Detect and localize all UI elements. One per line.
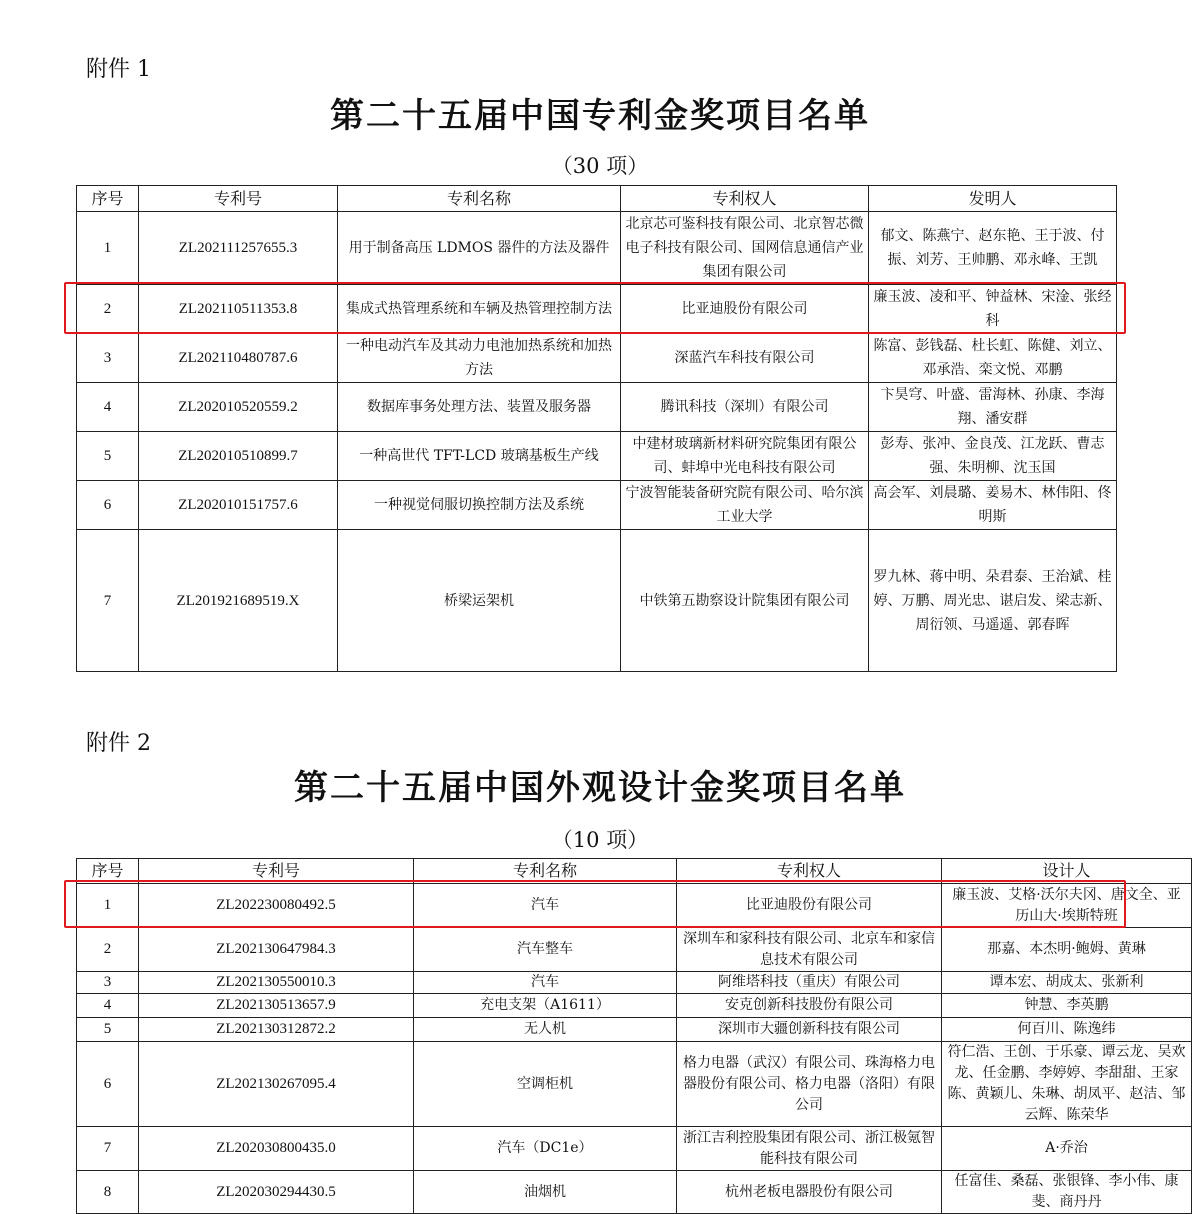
patent-number: ZL202010520559.2 bbox=[139, 383, 338, 432]
inventors: 郁文、陈燕宁、赵东艳、王于波、付振、刘芳、王帅鹏、邓永峰、王凯 bbox=[869, 212, 1117, 285]
patent-holder: 深圳市大疆创新科技有限公司 bbox=[677, 1018, 942, 1042]
patent-name: 汽车（DC1e） bbox=[414, 1127, 677, 1171]
patent-number: ZL202130647984.3 bbox=[139, 928, 414, 972]
column-header: 专利权人 bbox=[621, 186, 869, 212]
row-number: 6 bbox=[77, 1042, 139, 1127]
patent-holder: 深圳车和家科技有限公司、北京车和家信息技术有限公司 bbox=[677, 928, 942, 972]
row-number: 4 bbox=[77, 994, 139, 1018]
column-header: 设计人 bbox=[942, 859, 1192, 884]
patent-number: ZL202110480787.6 bbox=[139, 334, 338, 383]
patent-number: ZL202111257655.3 bbox=[139, 212, 338, 285]
patent-name: 汽车 bbox=[414, 884, 677, 928]
patent-name: 集成式热管理系统和车辆及热管理控制方法 bbox=[338, 285, 621, 334]
patent-number: ZL202030294430.5 bbox=[139, 1171, 414, 1214]
patent-number: ZL202230080492.5 bbox=[139, 884, 414, 928]
patent-name: 用于制备高压 LDMOS 器件的方法及器件 bbox=[338, 212, 621, 285]
inventors: 廉玉波、凌和平、钟益林、宋淦、张经科 bbox=[869, 285, 1117, 334]
column-header: 专利号 bbox=[139, 186, 338, 212]
attachment2-title: 第二十五届中国外观设计金奖项目名单 bbox=[294, 768, 906, 808]
row-number: 6 bbox=[77, 481, 139, 530]
column-header: 序号 bbox=[77, 186, 139, 212]
column-header: 发明人 bbox=[869, 186, 1117, 212]
patent-holder: 浙江吉利控股集团有限公司、浙江极氪智能科技有限公司 bbox=[677, 1127, 942, 1171]
table-row bbox=[77, 212, 1117, 285]
patent-name: 汽车整车 bbox=[414, 928, 677, 972]
column-header: 专利名称 bbox=[414, 859, 677, 884]
patent-holder: 宁波智能装备研究院有限公司、哈尔滨工业大学 bbox=[621, 481, 869, 530]
attachment2-count: （10 项） bbox=[551, 828, 649, 852]
row-number: 5 bbox=[77, 432, 139, 481]
row-number: 7 bbox=[77, 530, 139, 672]
inventors: A·乔治 bbox=[942, 1127, 1192, 1171]
patent-holder: 比亚迪股份有限公司 bbox=[677, 884, 942, 928]
table-row bbox=[77, 481, 1117, 530]
patent-holder: 比亚迪股份有限公司 bbox=[621, 285, 869, 334]
table-row bbox=[77, 1127, 1192, 1171]
patent-name: 一种高世代 TFT-LCD 玻璃基板生产线 bbox=[338, 432, 621, 481]
table-row bbox=[77, 383, 1117, 432]
attachment2-label: 附件 2 bbox=[86, 731, 151, 756]
attachment1-count: （30 项） bbox=[551, 154, 649, 178]
column-header: 专利权人 bbox=[677, 859, 942, 884]
patent-number: ZL202030800435.0 bbox=[139, 1127, 414, 1171]
patent-number: ZL202130312872.2 bbox=[139, 1018, 414, 1042]
row-number: 3 bbox=[77, 334, 139, 383]
patent-holder: 中建材玻璃新材料研究院集团有限公司、蚌埠中光电科技有限公司 bbox=[621, 432, 869, 481]
patent-number: ZL202130550010.3 bbox=[139, 972, 414, 994]
row-number: 7 bbox=[77, 1127, 139, 1171]
inventors: 任富佳、桑磊、张银锋、李小伟、康斐、商丹丹 bbox=[942, 1171, 1192, 1214]
patent-name: 桥梁运架机 bbox=[338, 530, 621, 672]
patent-name: 无人机 bbox=[414, 1018, 677, 1042]
row-number: 8 bbox=[77, 1171, 139, 1214]
row-number: 4 bbox=[77, 383, 139, 432]
patent-holder: 阿维塔科技（重庆）有限公司 bbox=[677, 972, 942, 994]
row-number: 5 bbox=[77, 1018, 139, 1042]
inventors: 高会军、刘晨璐、姜易木、林伟阳、佟明斯 bbox=[869, 481, 1117, 530]
column-header: 专利号 bbox=[139, 859, 414, 884]
inventors: 那嘉、本杰明·鲍姆、黄琳 bbox=[942, 928, 1192, 972]
table-row bbox=[77, 1042, 1192, 1127]
patent-name: 油烟机 bbox=[414, 1171, 677, 1214]
patent-number: ZL202010151757.6 bbox=[139, 481, 338, 530]
patent-number: ZL202130513657.9 bbox=[139, 994, 414, 1018]
row-number: 2 bbox=[77, 928, 139, 972]
inventors: 廉玉波、艾格·沃尔夫冈、唐文全、亚历山大·埃斯特班 bbox=[942, 884, 1192, 928]
highlight-box bbox=[64, 880, 1126, 928]
patent-name: 数据库事务处理方法、装置及服务器 bbox=[338, 383, 621, 432]
table-row bbox=[77, 530, 1117, 672]
patent-holder: 中铁第五勘察设计院集团有限公司 bbox=[621, 530, 869, 672]
patent-name: 一种电动汽车及其动力电池加热系统和加热方法 bbox=[338, 334, 621, 383]
table-row bbox=[77, 994, 1192, 1018]
patent-holder: 安克创新科技股份有限公司 bbox=[677, 994, 942, 1018]
inventors: 彭寿、张冲、金良茂、江龙跃、曹志强、朱明柳、沈玉国 bbox=[869, 432, 1117, 481]
row-number: 1 bbox=[77, 212, 139, 285]
patent-holder: 格力电器（武汉）有限公司、珠海格力电器股份有限公司、格力电器（洛阳）有限公司 bbox=[677, 1042, 942, 1127]
patent-name: 一种视觉伺服切换控制方法及系统 bbox=[338, 481, 621, 530]
inventors: 何百川、陈逸纬 bbox=[942, 1018, 1192, 1042]
patent-number: ZL202130267095.4 bbox=[139, 1042, 414, 1127]
table-row bbox=[77, 928, 1192, 972]
table-row bbox=[77, 1018, 1192, 1042]
patent-number: ZL202010510899.7 bbox=[139, 432, 338, 481]
column-header: 序号 bbox=[77, 859, 139, 884]
patent-holder: 杭州老板电器股份有限公司 bbox=[677, 1171, 942, 1214]
inventors: 卞昊穹、叶盛、雷海林、孙康、李海翔、潘安群 bbox=[869, 383, 1117, 432]
inventors: 钟慧、李英鹏 bbox=[942, 994, 1192, 1018]
patent-name: 空调柜机 bbox=[414, 1042, 677, 1127]
column-header: 专利名称 bbox=[338, 186, 621, 212]
patent-holder: 北京芯可鉴科技有限公司、北京智芯微电子科技有限公司、国网信息通信产业集团有限公司 bbox=[621, 212, 869, 285]
table-header-row bbox=[77, 186, 1117, 212]
attachment1-title: 第二十五届中国专利金奖项目名单 bbox=[330, 96, 870, 136]
inventors: 罗九林、蒋中明、朵君泰、王治斌、桂婷、万鹏、周光忠、谌启发、梁志新、周衍领、马遥遥、郭春晖 bbox=[869, 530, 1117, 672]
patent-number: ZL201921689519.X bbox=[139, 530, 338, 672]
patent-gold-award-table bbox=[76, 185, 1117, 672]
attachment1-label: 附件 1 bbox=[86, 57, 151, 82]
patent-number: ZL202110511353.8 bbox=[139, 285, 338, 334]
row-number: 1 bbox=[77, 884, 139, 928]
patent-name: 汽车 bbox=[414, 972, 677, 994]
table-row bbox=[77, 972, 1192, 994]
table-row bbox=[77, 334, 1117, 383]
patent-holder: 深蓝汽车科技有限公司 bbox=[621, 334, 869, 383]
highlight-box bbox=[64, 282, 1126, 334]
row-number: 3 bbox=[77, 972, 139, 994]
inventors: 陈富、彭钱磊、杜长虹、陈健、刘立、邓承浩、栾文悦、邓鹏 bbox=[869, 334, 1117, 383]
row-number: 2 bbox=[77, 285, 139, 334]
table-row bbox=[77, 1171, 1192, 1214]
inventors: 谭本宏、胡成太、张新利 bbox=[942, 972, 1192, 994]
patent-name: 充电支架（A1611） bbox=[414, 994, 677, 1018]
inventors: 符仁浩、王创、于乐豪、谭云龙、吴欢龙、任金鹏、李婷婷、李甜甜、王家陈、黄颖儿、朱琳、胡凤平、赵洁、邹云辉、陈荣华 bbox=[942, 1042, 1192, 1127]
table-row bbox=[77, 432, 1117, 481]
patent-holder: 腾讯科技（深圳）有限公司 bbox=[621, 383, 869, 432]
